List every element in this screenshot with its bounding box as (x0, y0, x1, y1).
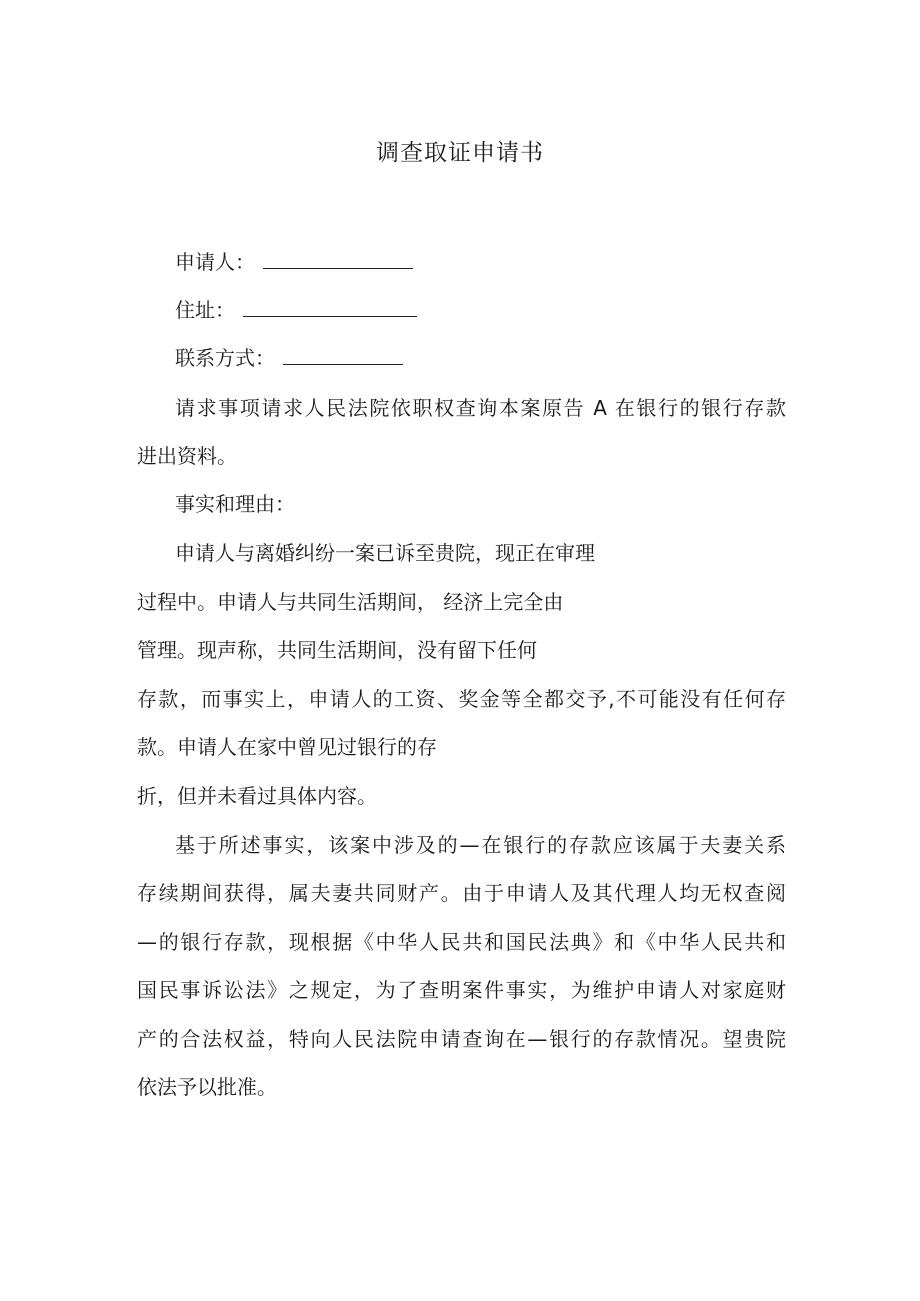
facts-heading: 事实和理由： (175, 492, 295, 516)
facts-line: 过程中。申请人与共同生活期间， 经济上完全由 (137, 590, 564, 614)
facts-line: 申请人与离婚纠纷一案已诉至贵院，现正在审理 (175, 541, 595, 565)
applicant-label: 申请人： (175, 250, 255, 274)
address-label: 住址： (175, 298, 235, 322)
facts-line: 款。申请人在家中曾见过银行的存 (137, 735, 437, 759)
contact-field (175, 342, 403, 374)
basis-line: 存续期间获得，属夫妻共同财产。由于申请人及其代理人均无权查阅 (137, 881, 786, 905)
facts-line: 存款，而事实上，申请人的工资、奖金等全都交予,不可能没有任何存 (137, 687, 786, 711)
basis-line: —的银行存款，现根据《中华人民共和国民法典》和《中华人民共和 (137, 930, 786, 954)
document-title: 调查取证申请书 (376, 140, 544, 166)
basis-line: 产的合法权益，特向人民法院申请查询在—银行的存款情况。望贵院 (137, 1027, 786, 1051)
applicant-field (175, 246, 413, 278)
request-line-2: 进出资料。 (137, 444, 237, 468)
request-line-1: 请求事项请求人民法院依职权查询本案原告 A 在银行的银行存款 (175, 396, 786, 420)
facts-line: 折，但并未看过具体内容。 (137, 784, 377, 808)
applicant-blank (263, 246, 413, 269)
basis-line: 国民事诉讼法》之规定，为了查明案件事实，为维护申请人对家庭财 (137, 978, 786, 1002)
address-blank (243, 294, 417, 317)
contact-label: 联系方式： (175, 346, 275, 370)
facts-line: 管理。现声称，共同生活期间，没有留下任何 (137, 638, 537, 662)
address-field (175, 294, 417, 326)
basis-line: 依法予以批准。 (137, 1075, 277, 1099)
contact-blank (283, 342, 403, 365)
basis-line: 基于所述事实，该案中涉及的—在银行的存款应该属于夫妻关系 (175, 833, 786, 857)
